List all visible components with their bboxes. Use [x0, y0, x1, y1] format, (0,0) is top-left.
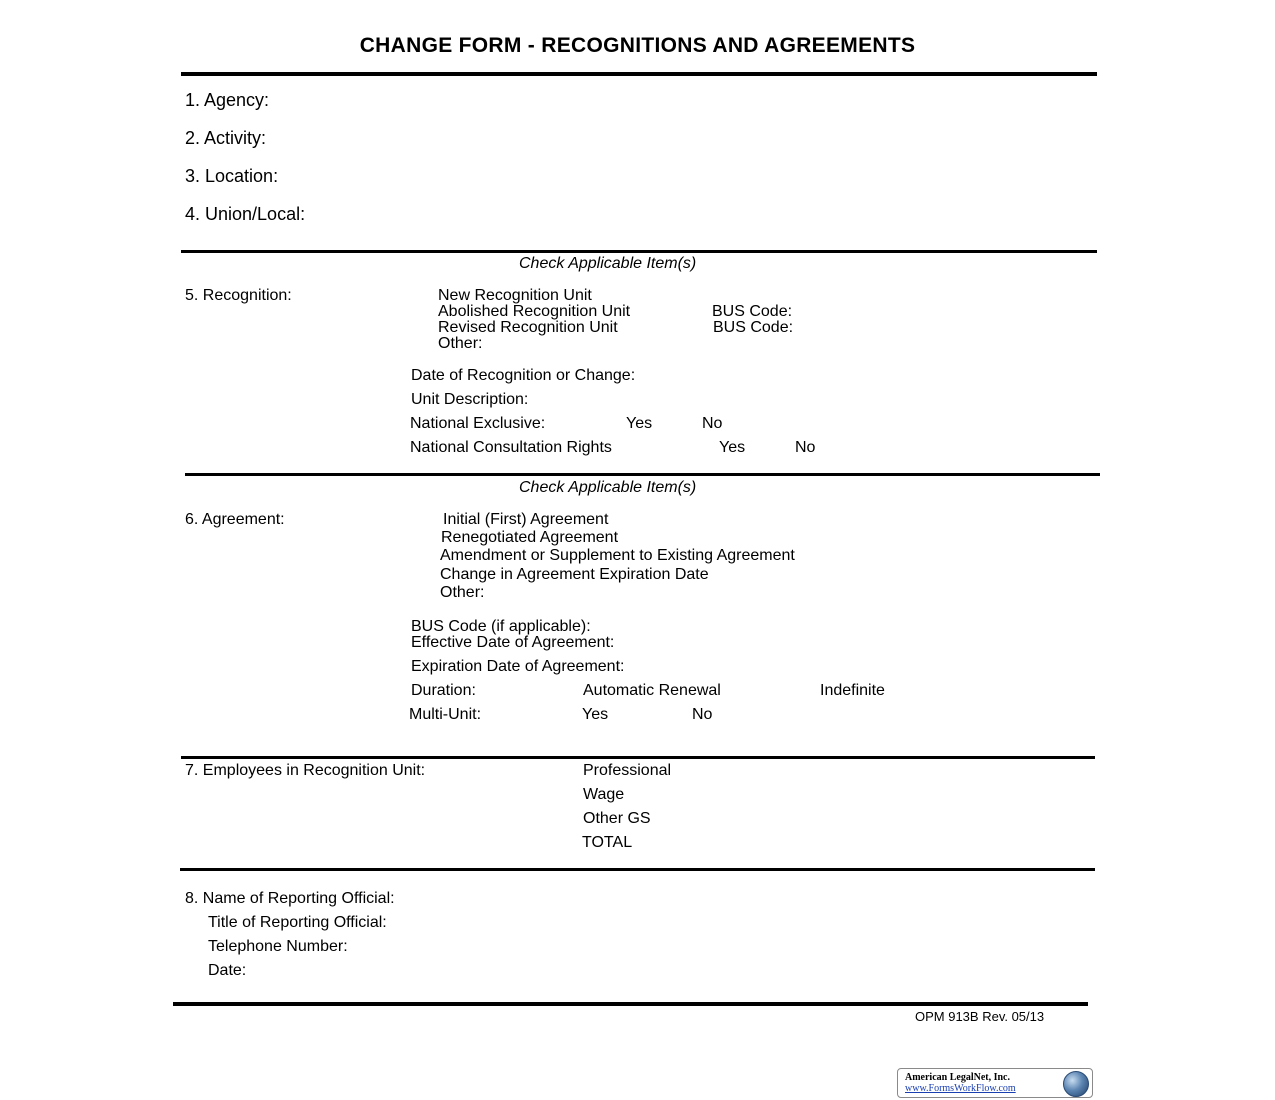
- check-applicable-agreement: Check Applicable Item(s): [519, 479, 697, 496]
- check-applicable-recognition: Check Applicable Item(s): [519, 255, 697, 272]
- agreement-option-initial[interactable]: Initial (First) Agreement: [443, 511, 609, 528]
- recognition-option-abolished[interactable]: Abolished Recognition Unit: [438, 303, 631, 320]
- divider-recognition: [181, 250, 1097, 253]
- effective-date-label: Effective Date of Agreement:: [411, 634, 615, 651]
- recognition-date-label: Date of Recognition or Change:: [411, 367, 636, 384]
- agency-label: 1. Agency:: [185, 90, 270, 110]
- official-title-label: Title of Reporting Official:: [208, 914, 387, 931]
- national-exclusive-yes[interactable]: Yes: [626, 415, 653, 432]
- official-name-label: 8. Name of Reporting Official:: [185, 890, 395, 907]
- recognition-label: 5. Recognition:: [185, 287, 292, 304]
- agreement-option-renegotiated[interactable]: Renegotiated Agreement: [441, 529, 619, 546]
- national-exclusive-no[interactable]: No: [702, 415, 723, 432]
- official-phone-label: Telephone Number:: [208, 938, 348, 955]
- duration-automatic-renewal[interactable]: Automatic Renewal: [583, 682, 721, 699]
- agreement-label: 6. Agreement:: [185, 511, 285, 528]
- employees-other-gs-label: Other GS: [583, 810, 651, 827]
- location-label: 3. Location:: [185, 166, 279, 186]
- activity-label: 2. Activity:: [185, 128, 267, 148]
- duration-indefinite[interactable]: Indefinite: [820, 682, 885, 699]
- divider-official: [180, 868, 1095, 871]
- multi-unit-no[interactable]: No: [692, 706, 713, 723]
- american-legalnet-logo[interactable]: [897, 1068, 1093, 1098]
- national-consultation-yes[interactable]: Yes: [719, 439, 746, 456]
- agreement-option-other[interactable]: Other:: [440, 584, 485, 601]
- divider-employees: [181, 756, 1095, 759]
- logo-url[interactable]: www.FormsWorkFlow.com: [905, 1083, 1016, 1094]
- national-consultation-no[interactable]: No: [795, 439, 816, 456]
- page-title: CHANGE FORM - RECOGNITIONS AND AGREEMENTS: [359, 34, 916, 57]
- bottom-divider: [173, 1002, 1088, 1006]
- recognition-option-new[interactable]: New Recognition Unit: [438, 287, 592, 304]
- logo-company-name: American LegalNet, Inc.: [905, 1072, 1010, 1083]
- recognition-option-revised[interactable]: Revised Recognition Unit: [438, 319, 618, 336]
- national-exclusive-label: National Exclusive:: [410, 415, 546, 432]
- top-divider: [181, 72, 1097, 76]
- revised-bus-code-label: BUS Code:: [713, 319, 794, 336]
- expiration-date-label: Expiration Date of Agreement:: [411, 658, 625, 675]
- union-local-label: 4. Union/Local:: [185, 204, 306, 224]
- globe-icon: [1063, 1071, 1089, 1097]
- unit-description-label: Unit Description:: [411, 391, 529, 408]
- employees-wage-label: Wage: [583, 786, 625, 803]
- national-consultation-label: National Consultation Rights: [410, 439, 612, 456]
- agreement-option-change-expiration[interactable]: Change in Agreement Expiration Date: [440, 566, 709, 583]
- employees-label: 7. Employees in Recognition Unit:: [185, 762, 426, 779]
- form-number: OPM 913B Rev. 05/13: [915, 1009, 1045, 1024]
- official-date-label: Date:: [208, 962, 247, 979]
- agreement-option-amendment[interactable]: Amendment or Supplement to Existing Agreement: [440, 547, 795, 564]
- employees-total-label: TOTAL: [582, 834, 633, 851]
- abolished-bus-code-label: BUS Code:: [712, 303, 793, 320]
- agreement-bus-code-label: BUS Code (if applicable):: [411, 618, 591, 635]
- multi-unit-yes[interactable]: Yes: [582, 706, 609, 723]
- recognition-option-other[interactable]: Other:: [438, 335, 483, 352]
- duration-label: Duration:: [411, 682, 476, 699]
- multi-unit-label: Multi-Unit:: [409, 706, 482, 723]
- employees-professional-label: Professional: [583, 762, 672, 779]
- divider-agreement: [185, 473, 1100, 476]
